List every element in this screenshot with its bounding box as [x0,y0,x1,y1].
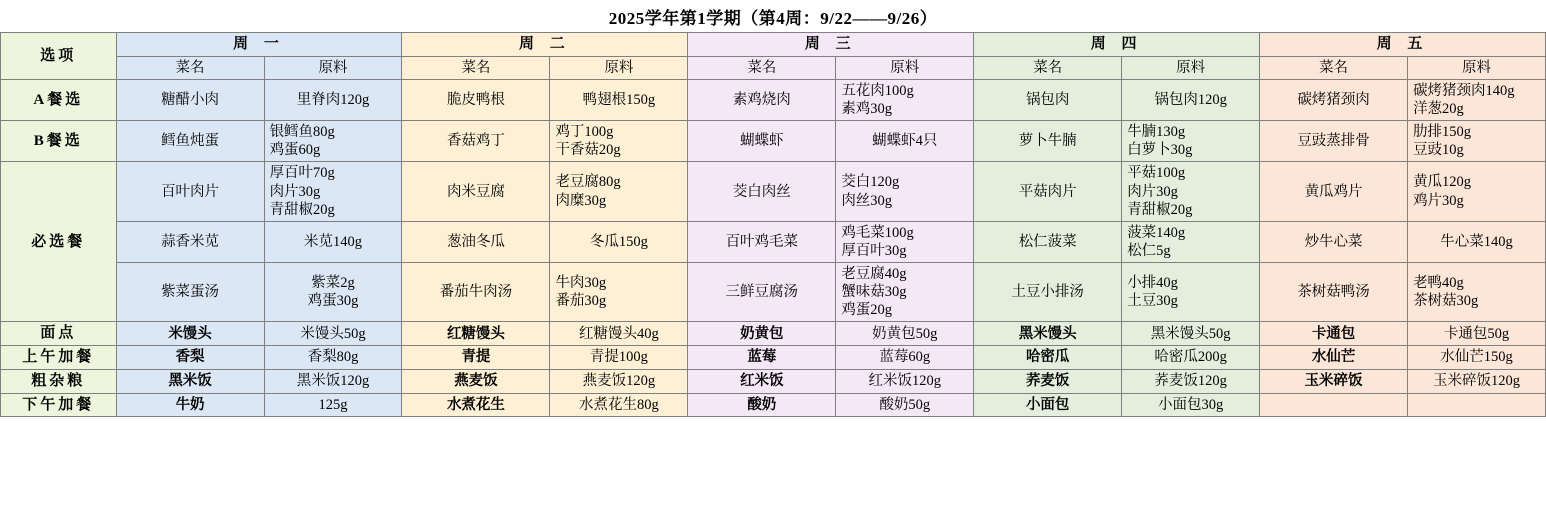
ingredient-line: 黑米馒头50g [1150,325,1231,342]
ingredient-line: 鸡片30g [1413,192,1464,209]
ingredient-line: 白萝卜30g [1127,142,1193,159]
cell-dish-5-4 [1260,322,1408,346]
ingredient-line: 菠菜140g [1127,224,1186,241]
cell-ingredient-4-1 [550,263,688,322]
cell-ingredient-7-1 [550,369,688,393]
table-row [1,346,1546,370]
ingredient-line: 牛肉30g [555,275,607,292]
cell-dish-6-0 [116,346,264,370]
ingredient-line: 老鸭40g [1413,275,1464,292]
table-row [1,369,1546,393]
ingredient-line: 燕麦饭120g [582,373,656,390]
cell-ingredient-0-1 [550,79,688,120]
ingredient-line: 鸭翅根150g [582,91,656,108]
table-row [1,263,1546,322]
cell-ingredient-8-2 [836,393,974,417]
header-day-3: 周 三 [688,33,974,57]
dish-line: 红糖馒头 [446,325,505,342]
header-option-label: 选项 [1,33,117,80]
header-sub-3-dish: 菜名 [688,56,836,79]
dish-line: 炒牛心菜 [1304,233,1363,250]
cell-dish-0-2 [688,79,836,120]
header-day-4: 周 四 [974,33,1260,57]
cell-ingredient-3-2 [836,221,974,262]
cell-ingredient-8-3 [1122,393,1260,417]
cell-dish-8-1 [402,393,550,417]
cell-dish-8-0 [116,393,264,417]
cell-ingredient-0-0 [264,79,402,120]
header-sub-4-ingredient: 原料 [1122,56,1260,79]
cell-ingredient-8-1 [550,393,688,417]
dish-line: 碳烤猪颈肉 [1297,91,1370,108]
cell-dish-2-2 [688,162,836,221]
cell-dish-4-0 [116,263,264,322]
dish-line: 土豆小排汤 [1011,284,1084,301]
ingredient-line: 肉丝30g [841,192,893,209]
cell-dish-6-4 [1260,346,1408,370]
cell-dish-0-1 [402,79,550,120]
dish-line: 番茄牛肉汤 [439,284,513,301]
dish-line: 卡通包 [1311,325,1356,342]
dish-line: 豆豉蒸排骨 [1297,133,1370,150]
header-sub-1-ingredient: 原料 [264,56,402,79]
ingredient-line: 黑米饭120g [296,373,370,390]
dish-line: 三鲜豆腐汤 [725,284,799,301]
ingredient-line: 鸡丁100g [555,124,614,141]
dish-line: 松仁菠菜 [1018,233,1077,250]
row-label-8: 下午加餐 [1,393,117,417]
cell-dish-2-3 [974,162,1122,221]
table-header-row-days [1,33,1546,57]
ingredient-line: 水煮花生80g [579,396,659,413]
cell-ingredient-8-0 [264,393,402,417]
header-sub-3-ingredient: 原料 [836,56,974,79]
dish-line: 荞麦饭 [1025,373,1070,390]
ingredient-line: 蓝莓60g [879,349,931,366]
dish-line: 哈密瓜 [1025,349,1070,366]
dish-line: 平菇肉片 [1018,183,1077,200]
cell-dish-5-0 [116,322,264,346]
ingredient-line: 鸡毛菜100g [841,224,914,241]
cell-dish-1-0 [116,121,264,162]
ingredient-line: 松仁5g [1127,242,1171,259]
cell-ingredient-1-1 [550,121,688,162]
dish-line: 百叶鸡毛菜 [725,233,799,250]
ingredient-line: 小面包30g [1158,396,1224,413]
dish-line: 水仙芒 [1311,349,1356,366]
cell-dish-7-2 [688,369,836,393]
cell-dish-0-4 [1260,79,1408,120]
dish-line: 紫菜蛋汤 [161,284,220,301]
cell-dish-2-1 [402,162,550,221]
dish-line: 茭白肉丝 [732,183,791,200]
cell-dish-2-4 [1260,162,1408,221]
cell-dish-3-2 [688,221,836,262]
cell-dish-6-2 [688,346,836,370]
ingredient-line: 冬瓜150g [589,233,648,250]
ingredient-line: 银鳕鱼80g [269,124,335,141]
ingredient-line: 碳烤猪颈肉140g [1413,82,1515,99]
ingredient-line: 小排40g [1127,275,1178,292]
cell-ingredient-3-0 [264,221,402,262]
dish-line: 脆皮鸭根 [446,91,505,108]
table-row [1,322,1546,346]
cell-dish-8-3 [974,393,1122,417]
cell-ingredient-7-0 [264,369,402,393]
cell-dish-3-3 [974,221,1122,262]
ingredient-line: 肋排150g [1413,124,1472,141]
table-row [1,121,1546,162]
cell-dish-1-4 [1260,121,1408,162]
ingredient-line: 肉片30g [269,183,321,200]
ingredient-line: 肉糜30g [555,192,607,209]
cell-dish-8-4 [1260,393,1408,417]
cell-dish-7-0 [116,369,264,393]
cell-ingredient-4-3 [1122,263,1260,322]
row-label-1: B餐选 [1,121,117,162]
ingredient-line: 厚百叶70g [269,165,335,182]
table-row [1,393,1546,417]
cell-dish-2-0 [116,162,264,221]
header-day-5: 周 五 [1260,33,1546,57]
cell-ingredient-3-3 [1122,221,1260,262]
dish-line: 锅包肉 [1025,91,1070,108]
cell-ingredient-4-0 [264,263,402,322]
dish-line: 素鸡烧肉 [732,91,791,108]
ingredient-line: 干香菇20g [555,142,621,159]
dish-line: 黄瓜鸡片 [1304,183,1363,200]
cell-dish-3-4 [1260,221,1408,262]
dish-line: 萝卜牛腩 [1018,133,1077,150]
cell-ingredient-2-3 [1122,162,1260,221]
cell-ingredient-4-4 [1408,263,1546,322]
dish-line: 百叶肉片 [161,183,220,200]
cell-ingredient-0-3 [1122,79,1260,120]
row-label-5: 面点 [1,322,117,346]
cell-ingredient-5-4 [1408,322,1546,346]
cell-dish-7-4 [1260,369,1408,393]
ingredient-line: 青提100g [589,349,648,366]
header-day-2: 周 二 [402,33,688,57]
row-label-7: 粗杂粮 [1,369,117,393]
cell-ingredient-7-2 [836,369,974,393]
header-sub-1-dish: 菜名 [116,56,264,79]
dish-line: 玉米碎饭 [1304,373,1363,390]
dish-line: 牛奶 [175,396,205,413]
ingredient-line: 荞麦饭120g [1154,373,1227,390]
cell-dish-1-2 [688,121,836,162]
dish-line: 葱油冬瓜 [446,233,505,250]
row-label-6: 上午加餐 [1,346,117,370]
ingredient-line: 红米饭120g [868,373,941,390]
cell-ingredient-4-2 [836,263,974,322]
cell-dish-1-3 [974,121,1122,162]
header-sub-2-dish: 菜名 [402,56,550,79]
cell-dish-3-1 [402,221,550,262]
ingredient-line: 五花肉100g [841,82,914,99]
dish-line: 蝴蝶虾 [740,133,784,150]
ingredient-line: 素鸡30g [841,101,893,117]
ingredient-line: 125g [318,396,348,413]
cell-ingredient-7-3 [1122,369,1260,393]
ingredient-line: 酸奶50g [879,396,931,413]
cell-ingredient-7-4 [1408,369,1546,393]
ingredient-line: 卡通包50g [1443,325,1510,342]
cell-dish-4-2 [688,263,836,322]
cell-ingredient-8-4 [1408,393,1546,417]
ingredient-line: 厚百叶30g [841,242,907,259]
cell-ingredient-5-2 [836,322,974,346]
dish-line: 米馒头 [168,325,212,342]
cell-ingredient-6-0 [264,346,402,370]
cell-dish-5-1 [402,322,550,346]
ingredient-line: 洋葱20g [1413,101,1464,117]
ingredient-line: 紫菜2g [311,275,355,292]
ingredient-line: 豆豉10g [1413,142,1464,159]
row-label-0: A餐选 [1,79,117,120]
ingredient-line: 肉片30g [1127,183,1178,200]
dish-line: 香梨 [175,349,205,366]
ingredient-line: 蟹味菇30g [841,284,907,301]
cell-ingredient-6-3 [1122,346,1260,370]
dish-line: 青提 [461,349,491,366]
cell-dish-0-0 [116,79,264,120]
dish-line: 酸奶 [747,396,777,413]
cell-dish-7-1 [402,369,550,393]
cell-dish-7-3 [974,369,1122,393]
cell-dish-1-1 [402,121,550,162]
cell-ingredient-6-2 [836,346,974,370]
ingredient-line: 奶黄包50g [872,325,938,342]
header-sub-5-ingredient: 原料 [1408,56,1546,79]
table-header-row-sub [1,56,1546,79]
ingredient-line: 平菇100g [1127,165,1186,182]
ingredient-line: 鸡蛋60g [269,142,321,159]
ingredient-line: 米苋140g [304,233,362,250]
dish-line: 糖醋小肉 [161,91,220,108]
dish-line: 红米饭 [740,373,784,390]
ingredient-line: 蝴蝶虾4只 [872,133,938,150]
dish-line: 黑米馒头 [1018,325,1077,342]
cell-dish-4-3 [974,263,1122,322]
cell-ingredient-2-1 [550,162,688,221]
weekly-menu-table [0,32,1546,417]
cell-ingredient-1-4 [1408,121,1546,162]
cell-ingredient-1-3 [1122,121,1260,162]
table-row [1,162,1546,221]
ingredient-line: 黄瓜120g [1413,174,1472,191]
cell-ingredient-3-1 [550,221,688,262]
header-day-1: 周 一 [116,33,402,57]
dish-line: 香菇鸡丁 [446,133,505,150]
ingredient-line: 土豆30g [1127,293,1178,310]
ingredient-line: 番茄30g [555,293,607,310]
cell-dish-5-2 [688,322,836,346]
ingredient-line: 玉米碎饭120g [1433,373,1521,390]
ingredient-line: 老豆腐40g [841,266,907,282]
dish-line: 蓝莓 [747,349,777,366]
ingredient-line: 茶树菇30g [1413,293,1479,310]
ingredient-line: 鸡蛋30g [307,293,359,310]
cell-ingredient-0-2 [836,79,974,120]
dish-line: 奶黄包 [740,325,784,342]
ingredient-line: 青甜椒20g [269,201,335,218]
header-sub-5-dish: 菜名 [1260,56,1408,79]
table-row [1,79,1546,120]
cell-ingredient-6-1 [550,346,688,370]
cell-ingredient-5-3 [1122,322,1260,346]
cell-ingredient-2-4 [1408,162,1546,221]
cell-ingredient-3-4 [1408,221,1546,262]
dish-line: 茶树菇鸭汤 [1297,284,1370,301]
ingredient-line: 米馒头50g [300,325,366,342]
page-title: 2025学年第1学期（第4周：9/22——9/26） [608,8,938,28]
cell-dish-3-0 [116,221,264,262]
header-sub-4-dish: 菜名 [974,56,1122,79]
dish-line: 蒜香米苋 [161,233,220,250]
row-label-2: 必选餐 [1,162,117,322]
cell-dish-0-3 [974,79,1122,120]
ingredient-line: 里脊肉120g [296,91,370,108]
dish-line: 肉米豆腐 [446,183,505,200]
cell-dish-6-1 [402,346,550,370]
cell-ingredient-1-0 [264,121,402,162]
cell-ingredient-1-2 [836,121,974,162]
cell-ingredient-2-0 [264,162,402,221]
ingredient-line: 牛腩130g [1127,124,1186,141]
ingredient-line: 老豆腐80g [555,174,621,191]
ingredient-line: 茭白120g [841,174,900,191]
cell-dish-6-3 [974,346,1122,370]
cell-ingredient-6-4 [1408,346,1546,370]
dish-line: 小面包 [1025,396,1070,413]
dish-line: 鳕鱼炖蛋 [161,133,220,150]
cell-ingredient-2-2 [836,162,974,221]
cell-ingredient-0-4 [1408,79,1546,120]
cell-dish-8-2 [688,393,836,417]
cell-dish-5-3 [974,322,1122,346]
ingredient-line: 香梨80g [307,349,359,366]
ingredient-line: 锅包肉120g [1154,91,1227,108]
table-row [1,221,1546,262]
cell-ingredient-5-0 [264,322,402,346]
cell-ingredient-5-1 [550,322,688,346]
header-sub-2-ingredient: 原料 [550,56,688,79]
ingredient-line: 青甜椒20g [1127,201,1193,218]
ingredient-line: 鸡蛋20g [841,302,893,319]
dish-line: 黑米饭 [168,373,212,390]
cell-dish-4-1 [402,263,550,322]
dish-line: 水煮花生 [446,396,505,413]
ingredient-line: 红糖馒头40g [579,325,659,342]
ingredient-line: 哈密瓜200g [1154,349,1227,366]
cell-dish-4-4 [1260,263,1408,322]
ingredient-line: 牛心菜140g [1440,233,1513,250]
ingredient-line: 水仙芒150g [1440,349,1513,366]
dish-line: 燕麦饭 [454,373,498,390]
